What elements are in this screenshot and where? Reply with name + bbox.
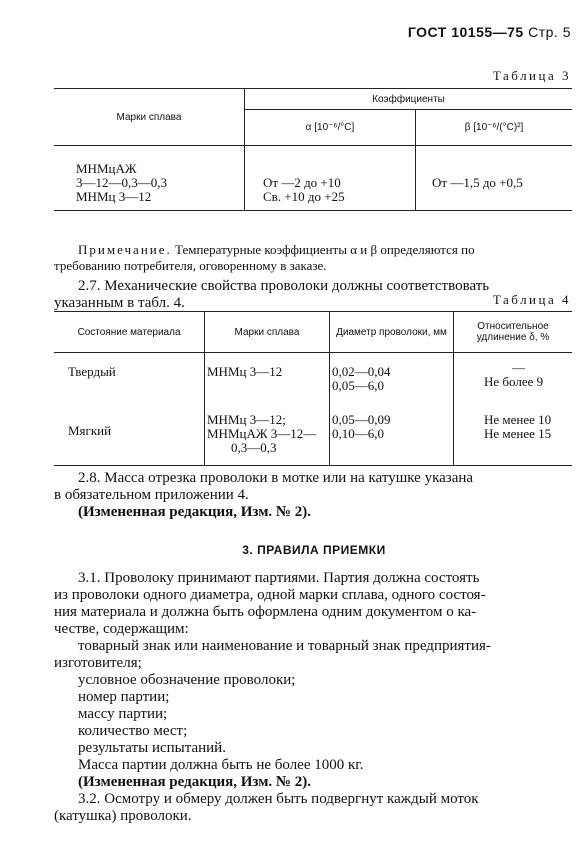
t4-row1-elongation: — Не более 9 [454,353,573,402]
t4-row2-elongation: Не менее 10 Не менее 15 [454,401,573,466]
paragraph-2-8: 2.8. Масса отрезка проволоки в мотке или на катушке указана в обязательном приложении 4. (Измененная редакция, Изм. № 2). [54,470,574,521]
t4-row1-alloy: МНМц 3—12 [205,353,330,402]
t4-row2-state: Мягкий [68,423,112,438]
table-3 [54,88,572,211]
t3-row-beta: От —1,5 до +0,5 [416,146,573,211]
table-row [54,401,572,466]
t4-header-elongation: Относительное удлинение δ, % [454,312,573,353]
t4-row1-state: Твердый [68,364,116,379]
section-3-title: 3. ПРАВИЛА ПРИЕМКИ [242,543,386,557]
t4-row2-diameter: 0,05—0,09 0,10—6,0 [330,401,454,466]
t3-header-alloy: Марки сплава [54,89,245,146]
edit-note-2-8: (Измененная редакция, Изм. № 2). [78,504,312,520]
t4-header-state: Состояние материала [54,312,205,353]
table4-caption: Таблица 4 [492,292,571,307]
t4-header-alloy: Марки сплава [205,312,330,353]
paragraph-3-1: 3.1. Проволоку принимают партиями. Партия должна состоять из проволоки одного диаметра, одной марки сплава, одного состоя- ния материала и должна быть оформлена одним документом о ка- честве, содержащим: товарный знак или наименование и товарный знак предприятия- изготовителя; условное обозначение проволоки; номер партии; массу партии; количество мест; результаты испытаний. Масса партии должна быть не более 1000 кг. (Измененная редакция, Изм. № 2). [54,570,574,791]
standard-code: ГОСТ 10155—75 [407,24,524,40]
note-label: Примечание. [78,242,172,257]
table-4 [54,311,572,466]
t4-row1-diameter: 0,02—0,04 0,05—6,0 [330,353,454,402]
page-header [408,24,571,40]
t3-row-alloy: МНМцАЖ 3—12—0,3—0,3 МНМц 3—12 [76,161,167,204]
t4-row2-alloy: МНМц 3—12; МНМцАЖ 3—12— 0,3—0,3 [205,401,330,466]
table3-caption: Таблица 3 [492,68,571,83]
paragraph-2-7: 2.7. Механические свойства проволоки должны соответствовать указанным в табл. 4. [54,278,490,311]
edit-note-3-1: (Измененная редакция, Изм. № 2). [78,774,312,790]
t3-header-beta: β [10⁻⁶/(°C)²] [416,110,573,146]
table-row [54,353,572,402]
note-text: Температурные коэффициенты α и β определяются по [175,242,475,257]
t3-header-coeffs: Коэффициенты [245,89,573,110]
paragraph-3-2: 3.2. Осмотру и обмеру должен быть подвергнут каждый моток (катушка) проволоки. [54,791,479,824]
note [54,242,572,274]
t3-row-alpha: От —2 до +10 Св. +10 до +25 [245,146,416,211]
t4-header-diameter: Диаметр проволоки, мм [330,312,454,353]
t3-header-alpha: α [10⁻⁶/°C] [245,110,416,146]
note-text-2: требованию потребителя, оговоренному в заказе. [54,258,327,273]
page-number: Стр. 5 [528,24,571,40]
